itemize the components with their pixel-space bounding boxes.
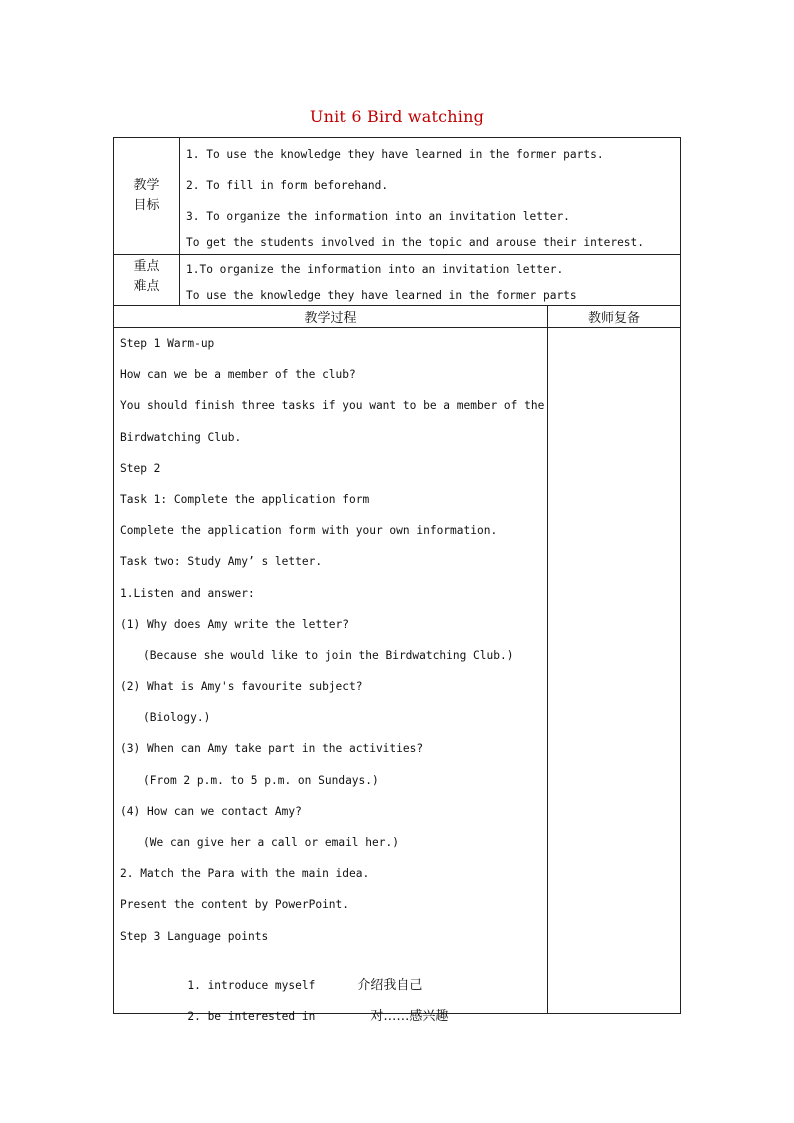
process-line: Step 3 Language points	[120, 929, 269, 943]
process-body-row	[114, 328, 680, 1024]
teacher-notes-cell	[548, 328, 680, 1013]
process-line: Complete the application form with your own information.	[120, 524, 498, 538]
process-line: (Because she would like to join the Birdwatching Club.)	[143, 648, 514, 662]
objective-item: To get the students involved in the topic and arouse their interest.	[186, 236, 645, 249]
process-line: Task 1: Complete the application form	[120, 492, 370, 506]
process-line: 1.Listen and answer:	[120, 586, 255, 600]
objectives-label	[114, 138, 180, 254]
process-line: (1) Why does Amy write the letter?	[120, 617, 350, 631]
objectives-content	[180, 138, 680, 254]
process-line: (From 2 p.m. to 5 p.m. on Sundays.)	[143, 773, 379, 787]
key-points-label	[114, 255, 180, 305]
vocab-cn: 介绍我自己	[357, 977, 423, 993]
vocab-cn: 对……感兴趣	[370, 1008, 449, 1024]
process-line: Step 2	[120, 461, 161, 475]
key-point-item: To use the knowledge they have learned in the former parts	[186, 289, 577, 302]
table-header-row	[114, 306, 680, 328]
objectives-row	[114, 138, 680, 255]
process-line: Task two: Study Amy’ s letter.	[120, 555, 323, 569]
process-column-header: 教学过程	[114, 306, 548, 327]
objective-item: 1. To use the knowledge they have learned in the former parts.	[186, 148, 604, 161]
objectives-label-line-2: 目标	[133, 198, 160, 213]
process-line: (We can give her a call or email her.)	[143, 836, 399, 849]
objective-item: 2. To fill in form beforehand.	[186, 179, 389, 192]
lesson-plan-table	[113, 137, 681, 1024]
teaching-process-cell	[114, 328, 548, 1024]
process-line: How can we be a member of the club?	[120, 368, 356, 382]
key-points-content	[180, 255, 680, 305]
vocab-en: 1. introduce myself	[187, 978, 316, 992]
process-line: 2. Match the Para with the main idea.	[120, 867, 370, 881]
process-line: Present the content by PowerPoint.	[120, 898, 350, 912]
vocab-line	[120, 959, 547, 993]
vocab-en: 2. be interested in	[187, 1009, 316, 1023]
key-points-label-line-2: 难点	[133, 279, 160, 294]
process-line: (Biology.)	[143, 711, 211, 725]
process-line: (4) How can we contact Amy?	[120, 804, 302, 818]
objective-item: 3. To organize the information into an invitation letter.	[186, 210, 570, 223]
teacher-notes-column-header: 教师复备	[587, 311, 640, 326]
key-points-row	[114, 255, 680, 306]
process-line: (2) What is Amy's favourite subject?	[120, 680, 363, 694]
process-line: (3) When can Amy take part in the activities?	[120, 742, 424, 756]
key-points-label-line-1: 重点	[133, 259, 160, 274]
key-point-item: 1.To organize the information into an invitation letter.	[186, 263, 564, 276]
document-title: Unit 6 Bird watching	[309, 107, 485, 126]
objectives-label-line-1: 教学	[133, 178, 160, 193]
process-line: Step 1 Warm-up	[120, 337, 215, 350]
process-line: Birdwatching Club.	[120, 430, 242, 444]
process-line: You should finish three tasks if you want to be a member of the	[120, 399, 545, 413]
